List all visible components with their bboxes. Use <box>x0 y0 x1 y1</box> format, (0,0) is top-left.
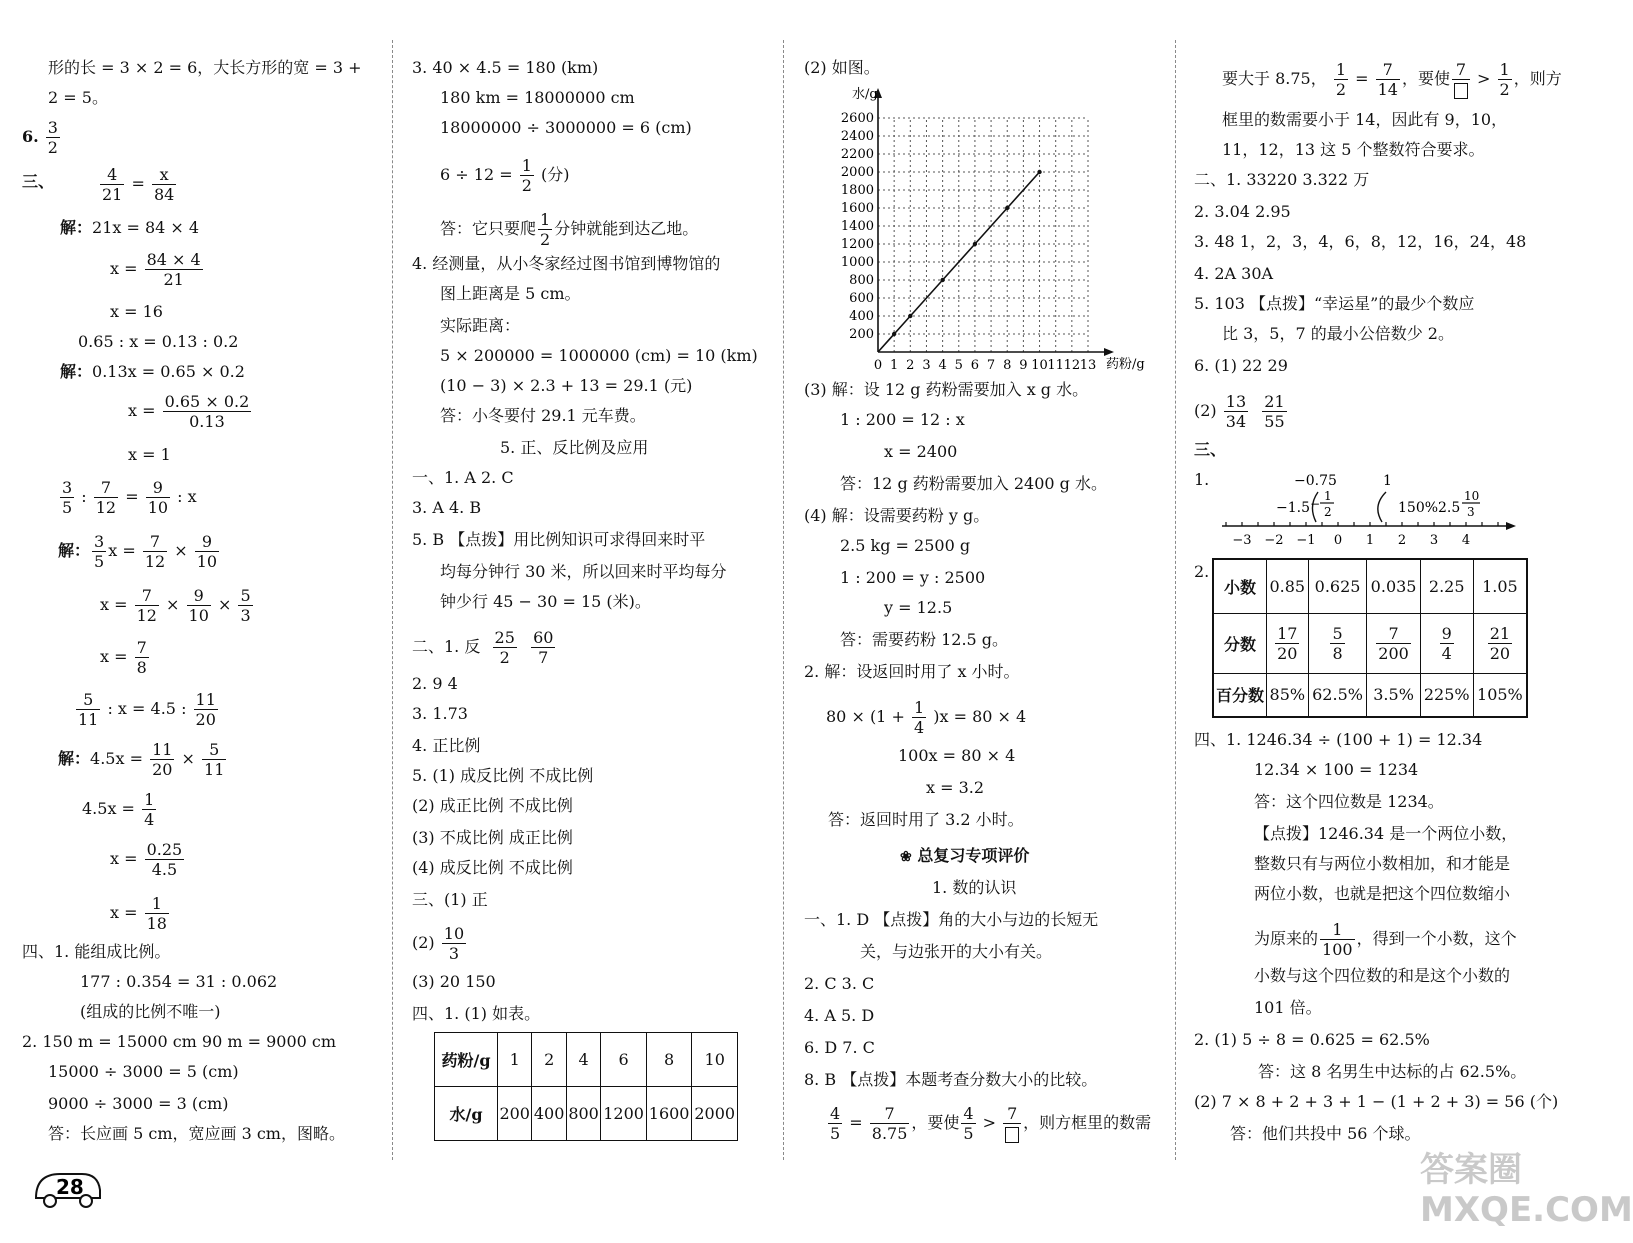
text-line: 3. 40 × 4.5 = 180 (km) <box>412 58 599 77</box>
text-line: 答：这个四位数是 1234。 <box>1254 792 1444 811</box>
number-line-label: 4 <box>1461 533 1471 548</box>
text-line: 5. (1) 成反比例 不成比例 <box>412 766 594 785</box>
table-cell: 225% <box>1420 673 1473 717</box>
conversion-table <box>1212 558 1528 718</box>
table-cell: 2 <box>532 1033 566 1087</box>
solution-step: x = $\frac{0.25}{4.5}$ <box>110 840 183 879</box>
x-tick-label: 9 <box>1019 358 1028 373</box>
text-line: 15000 ÷ 3000 = 5 (cm) <box>48 1062 239 1081</box>
text-line: 答：长应画 5 cm，宽应画 3 cm，图略。 <box>48 1124 345 1143</box>
text-line: $\frac{4}{5}$ = $\frac{7}{8.75}$ ，要使 $\frac{4}{5}$ > 7 ，则方框里的数需 <box>830 1104 1152 1143</box>
number-line-label: −2 <box>1264 533 1284 548</box>
y-tick-label: 1800 <box>840 183 874 198</box>
solution-step: 解：0.13x = 0.65 × 0.2 <box>60 362 245 381</box>
equation: $\frac{5}{11}$ : x = 4.5 : $\frac{11}{20}$ <box>78 690 216 729</box>
y-tick-label: 2400 <box>840 129 874 144</box>
table-header: 百分数 <box>1213 673 1267 717</box>
text-line: 答：它只要爬 $\frac{1}{2}$ 分钟就能到达乙地。 <box>440 210 699 249</box>
x-tick-label: 6 <box>970 358 980 373</box>
solution-step: x = $\frac{1}{18}$ <box>110 894 167 933</box>
table-cell: 1200 <box>601 1087 647 1141</box>
table-cell: 105% <box>1473 673 1527 717</box>
x-tick-label: 0 <box>873 358 883 373</box>
text-line: (组成的比例不唯一) <box>80 1002 221 1021</box>
table-cell: 0.85 <box>1267 559 1309 613</box>
solution-step: x = $\frac{0.65 \times 0.2}{0.13}$ <box>128 392 250 431</box>
text-line: (2) 成正比例 不成比例 <box>412 796 573 815</box>
text-line: 6. D 7. C <box>804 1038 875 1057</box>
text-line: 整数只有与两位小数相加，和才能是 <box>1254 854 1511 873</box>
text-line: 80 × (1 + $\frac{1}{4}$ )x = 80 × 4 <box>826 698 1027 737</box>
solution-step: x = 1 <box>128 445 171 464</box>
text-line: 3. 1.73 <box>412 704 468 723</box>
number-line-label: 3 <box>1429 533 1439 548</box>
text-line: 4. 正比例 <box>412 736 481 755</box>
table-cell: $\frac{9}{4}$ <box>1420 613 1473 673</box>
label-ten-thirds-num: 10 <box>1464 489 1480 503</box>
number-line-label: 0 <box>1333 533 1343 548</box>
paw-icon: ❀ <box>900 849 912 865</box>
x-tick-label: 11 <box>1047 358 1064 373</box>
text-line: 要大于 8.75， $\frac{1}{2}$ = $\frac{7}{14}$ ，要使 7 > $\frac{1}{2}$ ，则方 <box>1222 60 1562 99</box>
data-table <box>434 1032 738 1141</box>
text-line: 8. B 【点拨】本题考查分数大小的比较。 <box>804 1070 1098 1089</box>
text-line: 101 倍。 <box>1254 998 1322 1017</box>
table-cell: 1 <box>498 1033 532 1087</box>
table-cell: 3.5% <box>1367 673 1420 717</box>
table-header: 小数 <box>1213 559 1267 613</box>
column-divider <box>783 40 784 1160</box>
table-cell: 62.5% <box>1308 673 1367 717</box>
y-tick-label: 1000 <box>840 255 874 270</box>
number-line-label: 1 <box>1365 533 1375 548</box>
text-line: (3) 20 150 <box>412 972 496 991</box>
table-header: 分数 <box>1213 613 1267 673</box>
text-line: 6 ÷ 12 = $\frac{1}{2}$ (分) <box>440 156 570 195</box>
text-line: 18000000 ÷ 3000000 = 6 (cm) <box>440 118 692 137</box>
text-line: 100x = 80 × 4 <box>898 746 1016 765</box>
text-line: 框里的数需要小于 14，因此有 9，10， <box>1222 110 1508 129</box>
text-line: 2.5 kg = 2500 g <box>840 536 971 555</box>
data-point <box>1005 206 1009 210</box>
table-cell: 400 <box>532 1087 566 1141</box>
watermark: 答案圈 MXQE.COM <box>1420 1150 1633 1230</box>
text-line: (4) 成反比例 不成比例 <box>412 858 573 877</box>
column-divider <box>392 40 393 1160</box>
text-line: (10 − 3) × 2.3 + 13 = 29.1 (元) <box>440 376 693 395</box>
table-cell: 2.25 <box>1420 559 1473 613</box>
table-cell: 800 <box>566 1087 600 1141</box>
x-tick-label: 4 <box>938 358 947 373</box>
text-line: 2. <box>1194 562 1210 581</box>
text-line: 关，与边张开的大小有关。 <box>860 942 1053 961</box>
text-line: 3. 48 1，2，3，4，6，8，12，16，24，48 <box>1194 232 1527 251</box>
x-tick-label: 10 <box>1031 358 1048 373</box>
section-title: ❀ 总复习专项评价 <box>900 846 1030 865</box>
data-point <box>892 332 896 336</box>
table-cell: 6 <box>601 1033 647 1087</box>
page-number-badge <box>30 1168 106 1212</box>
table-cell: $\frac{21}{20}$ <box>1473 613 1527 673</box>
table-cell: $\frac{7}{200}$ <box>1367 613 1420 673</box>
text-line: 一、1. D 【点拨】角的大小与边的长短无 <box>804 910 1099 929</box>
text-line: 4. 2A 30A <box>1194 264 1274 283</box>
text-line: 图上距离是 5 cm。 <box>440 284 581 303</box>
solution-step: 解：21x = 84 × 4 <box>60 218 200 237</box>
text-line: 【点拨】1246.34 是一个两位小数， <box>1254 824 1518 843</box>
text-line: 比 3，5，7 的最小公倍数少 2。 <box>1222 324 1454 343</box>
text-line: 5 × 200000 = 1000000 (cm) = 10 (km) <box>440 346 758 365</box>
table-cell: 10 <box>692 1033 738 1087</box>
x-axis-arrow <box>1104 348 1114 356</box>
table-cell: 200 <box>498 1087 532 1141</box>
text-line: 两位小数，也就是把这个四位数缩小 <box>1254 884 1511 903</box>
text-line: 1 : 200 = y : 2500 <box>840 568 986 587</box>
text-line: 4. A 5. D <box>804 1006 875 1025</box>
x-tick-label: 7 <box>986 358 996 373</box>
text-line: 二、1. 33220 3.322 万 <box>1194 170 1370 189</box>
page-number: 28 <box>56 1175 84 1199</box>
x-tick-label: 13 <box>1079 358 1097 373</box>
text-line: (3) 解：设 12 g 药粉需要加入 x g 水。 <box>804 380 1089 399</box>
label-neg-075: −0.75 <box>1294 473 1337 489</box>
solution-step: 解： $\frac{3}{5}$ x = $\frac{7}{12}$ × $\frac{9}{10}$ <box>58 532 218 571</box>
section-subtitle: 1. 数的认识 <box>932 878 1017 897</box>
equation: 0.65 : x = 0.13 : 0.2 <box>78 332 239 351</box>
text-line: 形的长 = 3 × 2 = 6，大长方形的宽 = 3 + <box>48 58 362 77</box>
text-line: 四、1. (1) 如表。 <box>412 1004 541 1023</box>
x-tick-label: 12 <box>1063 358 1081 373</box>
text-line: 钟少行 45 − 30 = 15 (米)。 <box>440 592 651 611</box>
text-line: (2) 7 × 8 + 2 + 3 + 1 − (1 + 2 + 3) = 56 (个) <box>1194 1092 1559 1111</box>
table-header: 药粉/g <box>435 1033 498 1087</box>
text-line: y = 12.5 <box>884 598 953 617</box>
y-tick-label: 600 <box>849 291 874 306</box>
text-line: 2. (1) 5 ÷ 8 = 0.625 = 62.5% <box>1194 1030 1430 1049</box>
data-point <box>973 242 977 246</box>
table-cell: 8 <box>646 1033 692 1087</box>
x-tick-label: 5 <box>954 358 963 373</box>
number-line-label: −1 <box>1296 533 1316 548</box>
y-tick-label: 1200 <box>840 237 874 252</box>
table-cell: 1.05 <box>1473 559 1527 613</box>
y-tick-label: 800 <box>849 273 874 288</box>
section-four-1: 四、1. 能组成比例。 <box>22 942 171 961</box>
text-line: 二、1. 反 $\frac{25}{2}$ $\frac{60}{7}$ <box>412 628 554 667</box>
text-line: 答：返回时用了 3.2 小时。 <box>828 810 1024 829</box>
text-line: 2. C 3. C <box>804 974 875 993</box>
equation: $\frac{3}{5}$ : $\frac{7}{12}$ = $\frac{9}{10}$ : x <box>62 478 197 517</box>
pointer-arc <box>1378 492 1386 522</box>
text-line: 2. 解：设返回时用了 x 小时。 <box>804 662 1020 681</box>
text-line: 5. B 【点拨】用比例知识可求得回来时平 <box>412 530 706 549</box>
blank-box <box>1005 1127 1019 1143</box>
y-axis-label: 水/g <box>852 87 878 102</box>
label-150-percent: 150% <box>1398 500 1439 516</box>
x-tick-label: 3 <box>922 358 931 373</box>
y-tick-label: 200 <box>849 327 874 342</box>
equation: $\frac{4}{21}$ = $\frac{x}{84}$ <box>102 165 175 204</box>
x-tick-label: 8 <box>1003 358 1012 373</box>
label-one: 1 <box>1383 473 1392 489</box>
blank-box <box>1454 83 1468 99</box>
text-line: 2. 9 4 <box>412 674 458 693</box>
solution-step: x = $\frac{84 \times 4}{21}$ <box>110 250 201 289</box>
arrow-icon <box>1506 522 1516 530</box>
y-tick-label: 2000 <box>840 165 874 180</box>
data-point <box>1037 170 1041 174</box>
text-line: 小数与这个四位数的和是这个小数的 <box>1254 966 1511 985</box>
text-line: (3) 不成比例 成正比例 <box>412 828 573 847</box>
minus-sign: − <box>1310 497 1321 511</box>
y-tick-label: 1400 <box>840 219 874 234</box>
table-cell: 0.035 <box>1367 559 1420 613</box>
section-three: 三、 <box>1194 440 1227 459</box>
text-line: 2. 150 m = 15000 cm 90 m = 9000 cm <box>22 1032 337 1051</box>
y-tick-label: 1600 <box>840 201 874 216</box>
text-line: 2. 3.04 2.95 <box>1194 202 1291 221</box>
text-line: (2) $\frac{13}{34}$ $\frac{21}{55}$ <box>1194 392 1285 431</box>
text-line: x = 2400 <box>884 442 958 461</box>
column-divider <box>1175 40 1176 1160</box>
solution-step: x = 16 <box>110 302 163 321</box>
wheel-icon <box>44 1195 56 1207</box>
solution-step: 解：4.5x = $\frac{11}{20}$ × $\frac{5}{11}$ <box>58 740 225 779</box>
text-line: 180 km = 18000000 cm <box>440 88 635 107</box>
table-cell: $\frac{5}{8}$ <box>1308 613 1367 673</box>
y-tick-label: 2200 <box>840 147 874 162</box>
number-line-label: −3 <box>1232 533 1252 548</box>
data-point <box>908 314 912 318</box>
solution-step: x = $\frac{7}{8}$ <box>100 638 147 677</box>
text-line: 1. <box>1194 470 1210 489</box>
x-axis-label: 药粉/g <box>1106 357 1145 372</box>
text-line: 3. A 4. B <box>412 498 482 517</box>
table-cell: 2000 <box>692 1087 738 1141</box>
label-2-5: 2.5 <box>1438 500 1461 516</box>
line-chart <box>830 84 1160 374</box>
label-neg-half-num: 1 <box>1324 489 1332 503</box>
text-line: 4. 经测量，从小冬家经过图书馆到博物馆的 <box>412 254 721 273</box>
text-line: 答：小冬要付 29.1 元车费。 <box>440 406 646 425</box>
text-line: 11，12，13 这 5 个整数符合要求。 <box>1222 140 1485 159</box>
x-tick-label: 1 <box>890 358 899 373</box>
text-line: 5. 103 【点拨】“幸运星”的最少个数应 <box>1194 294 1475 313</box>
section-three: 三、 <box>22 172 55 191</box>
text-line: 答：他们共投中 56 个球。 <box>1230 1124 1421 1143</box>
number-line <box>1200 470 1530 550</box>
number-line-label: 2 <box>1397 533 1407 548</box>
text-line: 答：12 g 药粉需要加入 2400 g 水。 <box>840 474 1107 493</box>
text-line: (4) 解：设需要药粉 y g。 <box>804 506 990 525</box>
text-line: 177 : 0.354 = 31 : 0.062 <box>80 972 278 991</box>
label-neg-15: −1.5 <box>1276 500 1310 516</box>
x-tick-label: 2 <box>906 358 915 373</box>
table-cell: 85% <box>1267 673 1309 717</box>
table-cell: 1600 <box>646 1087 692 1141</box>
section-title: 5. 正、反比例及应用 <box>500 438 649 457</box>
y-tick-label: 400 <box>849 309 874 324</box>
text-line: 1 : 200 = 12 : x <box>840 410 965 429</box>
text-line: 均每分钟行 30 米，所以回来时平均每分 <box>440 562 727 581</box>
text-line: 2 = 5。 <box>48 88 108 107</box>
answer-6: 6. $\frac{3}{2}$ <box>22 118 58 157</box>
text-line: 答：需要药粉 12.5 g。 <box>840 630 1009 649</box>
table-cell: 4 <box>566 1033 600 1087</box>
text-line: 12.34 × 100 = 1234 <box>1254 760 1419 779</box>
text-line: 四、1. 1246.34 ÷ (100 + 1) = 12.34 <box>1194 730 1483 749</box>
text-line: (2) 如图。 <box>804 58 880 77</box>
text-line: (2) $\frac{10}{3}$ <box>412 924 465 963</box>
text-line: x = 3.2 <box>926 778 985 797</box>
text-line: 答：这 8 名男生中达标的占 62.5%。 <box>1258 1062 1527 1081</box>
text-line: 实际距离： <box>440 316 521 335</box>
data-point <box>940 278 944 282</box>
text-line: 9000 ÷ 3000 = 3 (cm) <box>48 1094 229 1113</box>
table-cell: $\frac{17}{20}$ <box>1267 613 1309 673</box>
solution-step: 4.5x = $\frac{1}{4}$ <box>82 790 155 829</box>
text-line: 为原来的 $\frac{1}{100}$ ，得到一个小数，这个 <box>1254 920 1517 959</box>
table-header: 水/g <box>435 1087 498 1141</box>
label-ten-thirds-den: 3 <box>1467 505 1475 519</box>
table-cell: 0.625 <box>1308 559 1367 613</box>
label-neg-half-den: 2 <box>1324 505 1332 519</box>
y-tick-label: 2600 <box>840 111 874 126</box>
text-line: 6. (1) 22 29 <box>1194 356 1288 375</box>
solution-step: x = $\frac{7}{12}$ × $\frac{9}{10}$ × $\frac{5}{3}$ <box>100 586 251 625</box>
text-line: 一、1. A 2. C <box>412 468 514 487</box>
text-line: 三、(1) 正 <box>412 890 488 909</box>
